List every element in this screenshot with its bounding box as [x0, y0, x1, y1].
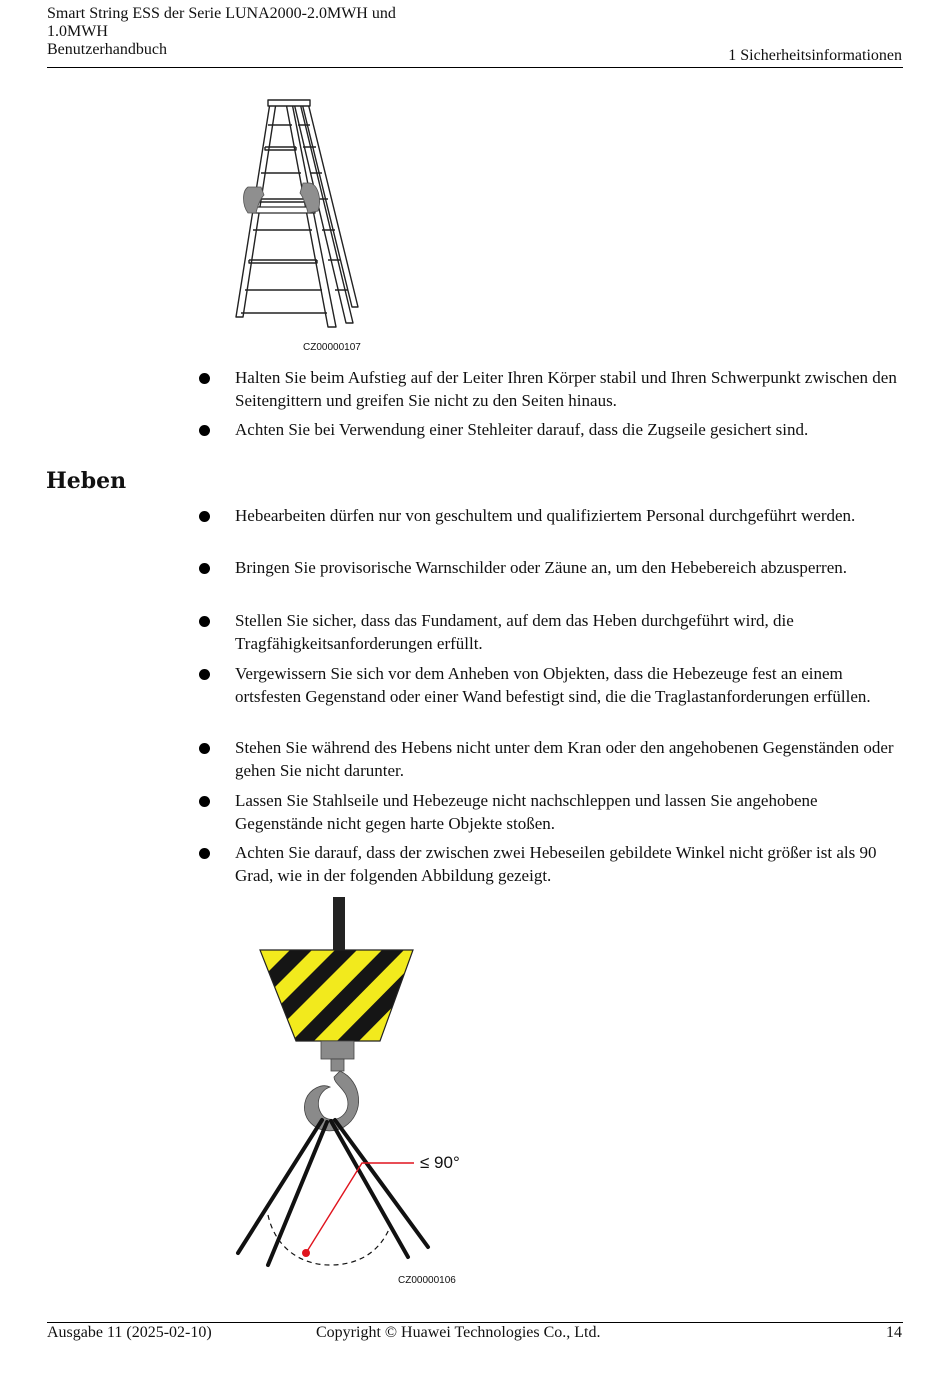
list-item-text: Stehen Sie während des Hebens nicht unter dem Kran oder den angehobenen Gegenständen oder gehen Sie nicht darunter.: [235, 738, 894, 780]
list-item-text: Bringen Sie provisorische Warnschilder oder Zäune an, um den Hebebereich abzusperren.: [235, 558, 847, 577]
bullet-icon: [199, 373, 210, 384]
list-item: [235, 505, 900, 528]
bullet-icon: [199, 425, 210, 436]
list-item: [235, 842, 900, 887]
copyright-notice: Copyright © Huawei Technologies Co., Ltd.: [316, 1324, 601, 1341]
document-title-line-1: Smart String ESS der Serie LUNA2000-2.0MWH und: [47, 5, 396, 22]
list-item-text: Achten Sie bei Verwendung einer Stehleiter darauf, dass die Zugseile gesichert sind.: [235, 420, 809, 439]
chapter-title: 1 Sicherheitsinformationen: [728, 47, 902, 64]
edition-label: Ausgabe 11 (2025-02-10): [47, 1324, 212, 1341]
bullet-icon: [199, 563, 210, 574]
list-item-text: Stellen Sie sicher, dass das Fundament, auf dem das Heben durchgeführt wird, die Tragfähigkeitsanforderungen erfüllt.: [235, 611, 794, 653]
list-item-text: Hebearbeiten dürfen nur von geschultem und qualifiziertem Personal durchgeführt werden.: [235, 506, 856, 525]
list-item: [235, 367, 900, 412]
bullet-icon: [199, 511, 210, 522]
stepladder-figure: [228, 95, 378, 357]
bullet-icon: [199, 796, 210, 807]
list-item: [235, 663, 900, 708]
list-item: [235, 790, 900, 835]
angle-label: ≤ 90°: [420, 1153, 460, 1172]
figure-id-ladder: CZ00000107: [303, 342, 361, 353]
list-item: [235, 610, 900, 655]
list-item: [235, 557, 900, 580]
figure-id-hook: CZ00000106: [398, 1275, 456, 1286]
list-item-text: Vergewissern Sie sich vor dem Anheben von Objekten, dass die Hebezeuge fest an einem ortsfesten Gegenstand oder einer Wand befestigt sind, die die Traglastanforderungen erfüllen.: [235, 664, 871, 706]
page-number: 14: [886, 1324, 902, 1341]
list-item-text: Halten Sie beim Aufstieg auf der Leiter Ihren Körper stabil und Ihren Schwerpunkt zwischen den Seitengittern und greifen Sie nicht zu den Seiten hinaus.: [235, 368, 897, 410]
list-item: [235, 419, 900, 442]
document-title-line-3: Benutzerhandbuch: [47, 41, 167, 58]
header-divider: [47, 67, 903, 68]
bullet-icon: [199, 743, 210, 754]
list-item: [235, 737, 900, 782]
bullet-icon: [199, 616, 210, 627]
document-title: [47, 5, 396, 59]
crane-hook-figure: [230, 895, 480, 1290]
list-item-text: Lassen Sie Stahlseile und Hebezeuge nicht nachschleppen und lassen Sie angehobene Gegenstände nicht gegen harte Objekte stoßen.: [235, 791, 818, 833]
document-title-line-2: 1.0MWH: [47, 23, 108, 40]
list-item-text: Achten Sie darauf, dass der zwischen zwei Hebeseilen gebildete Winkel nicht größer ist als 90 Grad, wie in der folgenden Abbildung gezeigt.: [235, 843, 877, 885]
bullet-icon: [199, 669, 210, 680]
section-heading: Heben: [46, 468, 127, 494]
bullet-icon: [199, 848, 210, 859]
